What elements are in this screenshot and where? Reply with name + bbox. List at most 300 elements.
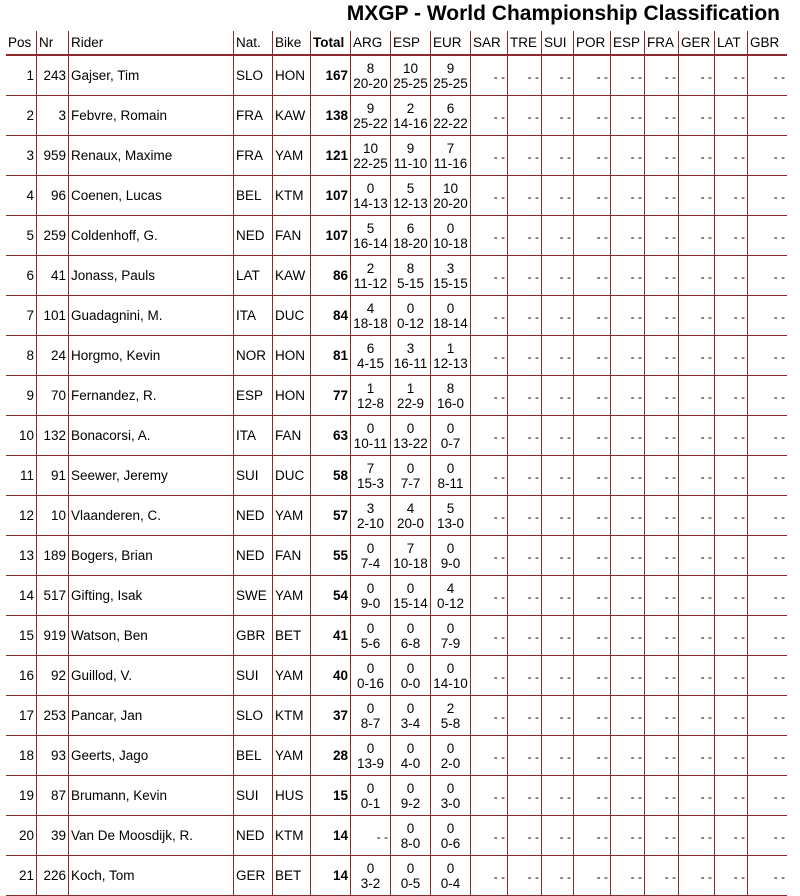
total-points: 14 (310, 816, 350, 856)
gp-result-empty (541, 96, 573, 136)
table-row (6, 536, 787, 576)
gp-points: 7 (406, 540, 415, 556)
gp-result-empty (610, 56, 644, 96)
gp-result-empty (470, 176, 507, 216)
gp-points: 0 (446, 860, 455, 876)
race-points: 13-22 (393, 435, 428, 451)
nationality-cell: NED (233, 216, 272, 256)
empty-mark: - - (559, 549, 571, 564)
race-points: 10-11 (353, 435, 388, 451)
gp-result-empty (714, 776, 747, 816)
race-points: 0-5 (400, 875, 421, 891)
empty-mark: - - (596, 389, 608, 404)
race-points: 20-20 (353, 75, 388, 91)
empty-mark: - - (733, 189, 745, 204)
gp-points: 0 (366, 420, 375, 436)
number-cell: 259 (36, 216, 68, 256)
race-points: 10-18 (393, 555, 428, 571)
race-points: 22-22 (433, 115, 468, 131)
rider-name: Febvre, Romain (68, 96, 233, 136)
gp-result-empty (714, 136, 747, 176)
gp-result-empty (541, 696, 573, 736)
number-cell: 41 (36, 256, 68, 296)
gp-points: 0 (446, 820, 455, 836)
total-points: 63 (310, 416, 350, 456)
gp-result-empty (747, 96, 787, 136)
gp-result-empty (678, 96, 714, 136)
race-points: 12-8 (356, 395, 385, 411)
gp-result-empty (573, 336, 610, 376)
gp-result-empty (678, 776, 714, 816)
table-row (6, 376, 787, 416)
empty-mark: - - (700, 229, 712, 244)
gp-result-empty (507, 256, 541, 296)
bike-cell: YAM (272, 136, 310, 176)
gp-result-empty (678, 816, 714, 856)
gp-result (390, 96, 430, 136)
gp-result (350, 456, 390, 496)
empty-mark: - - (700, 549, 712, 564)
total-points: 84 (310, 296, 350, 336)
gp-result-empty (714, 816, 747, 856)
race-points: 2-0 (440, 755, 461, 771)
pos-cell: 11 (6, 456, 36, 496)
gp-result-empty (541, 176, 573, 216)
gp-result (390, 816, 430, 856)
empty-mark: - - (559, 109, 571, 124)
header-gp: TRE (507, 31, 541, 56)
gp-result-empty (610, 456, 644, 496)
total-points: 55 (310, 536, 350, 576)
empty-mark: - - (733, 229, 745, 244)
gp-result (430, 416, 470, 456)
empty-mark: - - (733, 669, 745, 684)
gp-result (350, 96, 390, 136)
gp-result-empty (470, 296, 507, 336)
empty-mark: - - (559, 389, 571, 404)
empty-mark: - - (559, 869, 571, 884)
pos-cell: 19 (6, 776, 36, 816)
race-points: 0-6 (440, 835, 461, 851)
gp-result (430, 376, 470, 416)
header-row (6, 31, 787, 56)
table-row (6, 136, 787, 176)
gp-points: 7 (446, 140, 455, 156)
gp-result (390, 696, 430, 736)
gp-result-empty (610, 776, 644, 816)
rider-name: Koch, Tom (68, 856, 233, 896)
gp-result-empty (644, 576, 678, 616)
race-points: 13-0 (436, 515, 465, 531)
gp-result (430, 56, 470, 96)
empty-mark: - - (733, 749, 745, 764)
gp-result-empty (678, 56, 714, 96)
empty-mark: - - (733, 629, 745, 644)
gp-result (350, 856, 390, 896)
total-points: 54 (310, 576, 350, 616)
gp-result-empty (747, 376, 787, 416)
empty-mark: - - (733, 509, 745, 524)
gp-points: 3 (366, 500, 375, 516)
race-points: 7-7 (400, 475, 421, 491)
gp-result (430, 256, 470, 296)
empty-mark: - - (596, 829, 608, 844)
nationality-cell: BEL (233, 176, 272, 216)
pos-cell: 9 (6, 376, 36, 416)
gp-result-empty (573, 576, 610, 616)
empty-mark: - - (527, 469, 539, 484)
gp-result-empty (541, 856, 573, 896)
empty-mark: - - (664, 189, 676, 204)
gp-result (390, 376, 430, 416)
gp-result-empty (573, 296, 610, 336)
page-title: MXGP - World Championship Classification (346, 2, 780, 25)
empty-mark: - - (527, 869, 539, 884)
gp-result-empty (470, 536, 507, 576)
gp-result-empty (678, 256, 714, 296)
empty-mark: - - (596, 149, 608, 164)
nationality-cell: GBR (233, 616, 272, 656)
race-points: 10-18 (433, 235, 468, 251)
gp-result-empty (678, 136, 714, 176)
bike-cell: BET (272, 856, 310, 896)
empty-mark: - - (493, 349, 505, 364)
gp-result-empty (573, 696, 610, 736)
header-gp: POR (573, 31, 610, 56)
empty-mark: - - (630, 349, 642, 364)
race-points: 4-0 (400, 755, 421, 771)
race-points: 18-14 (433, 315, 468, 331)
bike-cell: DUC (272, 296, 310, 336)
gp-result (430, 656, 470, 696)
table-row (6, 296, 787, 336)
gp-result-empty (507, 496, 541, 536)
empty-mark: - - (596, 509, 608, 524)
bike-cell: YAM (272, 736, 310, 776)
race-points: 9-0 (440, 555, 461, 571)
gp-result (390, 576, 430, 616)
gp-result-empty (747, 216, 787, 256)
empty-mark: - - (733, 269, 745, 284)
gp-result-empty (610, 536, 644, 576)
race-points: 8-7 (360, 715, 381, 731)
empty-mark: - - (596, 109, 608, 124)
empty-mark: - - (493, 309, 505, 324)
gp-result-empty (644, 256, 678, 296)
gp-result-empty (507, 616, 541, 656)
empty-mark: - - (596, 629, 608, 644)
empty-mark: - - (700, 469, 712, 484)
total-points: 28 (310, 736, 350, 776)
classification-table (6, 31, 787, 896)
empty-mark: - - (773, 389, 785, 404)
gp-points: 0 (446, 220, 455, 236)
race-points: 3-4 (400, 715, 421, 731)
total-points: 58 (310, 456, 350, 496)
gp-result (390, 616, 430, 656)
gp-result (430, 336, 470, 376)
gp-result-empty (470, 816, 507, 856)
gp-result (350, 296, 390, 336)
total-points: 41 (310, 616, 350, 656)
gp-result-empty (644, 176, 678, 216)
gp-points: 6 (406, 220, 415, 236)
gp-result-empty (350, 816, 390, 856)
gp-points: 8 (446, 380, 455, 396)
bike-cell: HUS (272, 776, 310, 816)
number-cell: 24 (36, 336, 68, 376)
gp-result (430, 216, 470, 256)
gp-result-empty (747, 296, 787, 336)
rider-name: Horgmo, Kevin (68, 336, 233, 376)
gp-points: 0 (366, 540, 375, 556)
empty-mark: - - (527, 429, 539, 444)
empty-mark: - - (493, 269, 505, 284)
empty-mark: - - (700, 629, 712, 644)
gp-points: 2 (406, 100, 415, 116)
gp-points: 8 (406, 260, 415, 276)
gp-result-empty (678, 216, 714, 256)
gp-result-empty (714, 336, 747, 376)
number-cell: 132 (36, 416, 68, 456)
gp-points: 9 (446, 60, 455, 76)
race-points: 20-20 (433, 195, 468, 211)
gp-result (390, 456, 430, 496)
empty-mark: - - (559, 309, 571, 324)
gp-result-empty (541, 456, 573, 496)
rider-name: Brumann, Kevin (68, 776, 233, 816)
empty-mark: - - (664, 69, 676, 84)
empty-mark: - - (630, 509, 642, 524)
table-row (6, 96, 787, 136)
gp-result (390, 776, 430, 816)
bike-cell: HON (272, 336, 310, 376)
empty-mark: - - (630, 149, 642, 164)
table-row (6, 176, 787, 216)
gp-result-empty (507, 656, 541, 696)
header-gp: SAR (470, 31, 507, 56)
empty-mark: - - (700, 109, 712, 124)
gp-result (430, 456, 470, 496)
rider-name: Van De Moosdijk, R. (68, 816, 233, 856)
empty-mark: - - (630, 429, 642, 444)
race-points: 0-12 (436, 595, 465, 611)
gp-points: 0 (406, 300, 415, 316)
gp-result-empty (470, 616, 507, 656)
empty-mark: - - (376, 829, 388, 844)
race-points: 11-10 (393, 155, 428, 171)
bike-cell: YAM (272, 576, 310, 616)
empty-mark: - - (733, 389, 745, 404)
gp-result-empty (610, 256, 644, 296)
race-points: 15-15 (433, 275, 468, 291)
empty-mark: - - (700, 869, 712, 884)
table-row (6, 856, 787, 896)
gp-result-empty (573, 616, 610, 656)
table-row (6, 216, 787, 256)
number-cell: 10 (36, 496, 68, 536)
gp-result-empty (714, 856, 747, 896)
empty-mark: - - (596, 229, 608, 244)
gp-points: 0 (446, 540, 455, 556)
gp-result (430, 616, 470, 656)
pos-cell: 2 (6, 96, 36, 136)
number-cell: 517 (36, 576, 68, 616)
number-cell: 87 (36, 776, 68, 816)
classification-body (6, 56, 787, 896)
gp-result (430, 736, 470, 776)
gp-result-empty (541, 376, 573, 416)
race-points: 14-10 (433, 675, 468, 691)
empty-mark: - - (559, 629, 571, 644)
race-points: 7-4 (360, 555, 381, 571)
gp-result-empty (644, 336, 678, 376)
gp-result-empty (678, 856, 714, 896)
empty-mark: - - (664, 349, 676, 364)
gp-result-empty (541, 136, 573, 176)
race-points: 9-2 (400, 795, 421, 811)
race-points: 4-15 (356, 355, 385, 371)
gp-result-empty (470, 856, 507, 896)
gp-result-empty (714, 376, 747, 416)
gp-result-empty (541, 616, 573, 656)
gp-result-empty (573, 816, 610, 856)
empty-mark: - - (630, 469, 642, 484)
gp-result (390, 656, 430, 696)
number-cell: 93 (36, 736, 68, 776)
total-points: 77 (310, 376, 350, 416)
race-points: 15-3 (356, 475, 385, 491)
race-points: 0-12 (396, 315, 425, 331)
header-gp: ARG (350, 31, 390, 56)
empty-mark: - - (559, 669, 571, 684)
empty-mark: - - (773, 69, 785, 84)
gp-result-empty (747, 696, 787, 736)
gp-result (390, 536, 430, 576)
empty-mark: - - (700, 509, 712, 524)
gp-result-empty (714, 656, 747, 696)
empty-mark: - - (664, 669, 676, 684)
pos-cell: 17 (6, 696, 36, 736)
gp-result-empty (714, 456, 747, 496)
gp-points: 0 (446, 460, 455, 476)
empty-mark: - - (493, 789, 505, 804)
empty-mark: - - (493, 509, 505, 524)
empty-mark: - - (773, 269, 785, 284)
gp-result (390, 856, 430, 896)
empty-mark: - - (559, 189, 571, 204)
empty-mark: - - (527, 549, 539, 564)
rider-name: Watson, Ben (68, 616, 233, 656)
gp-result-empty (747, 336, 787, 376)
gp-result-empty (644, 376, 678, 416)
gp-points: 10 (402, 60, 419, 76)
nationality-cell: ITA (233, 296, 272, 336)
nationality-cell: BEL (233, 736, 272, 776)
gp-points: 3 (446, 260, 455, 276)
gp-result-empty (610, 816, 644, 856)
header-gp: FRA (644, 31, 678, 56)
number-cell: 959 (36, 136, 68, 176)
gp-result (390, 176, 430, 216)
empty-mark: - - (493, 549, 505, 564)
nationality-cell: NED (233, 536, 272, 576)
empty-mark: - - (773, 789, 785, 804)
gp-result-empty (507, 376, 541, 416)
gp-result-empty (678, 376, 714, 416)
race-points: 0-0 (400, 675, 421, 691)
pos-cell: 12 (6, 496, 36, 536)
gp-result (430, 136, 470, 176)
gp-result (350, 416, 390, 456)
race-points: 0-16 (356, 675, 385, 691)
gp-result-empty (714, 576, 747, 616)
gp-result-empty (470, 496, 507, 536)
gp-result-empty (644, 496, 678, 536)
gp-result (430, 776, 470, 816)
bike-cell: BET (272, 616, 310, 656)
nationality-cell: SLO (233, 56, 272, 96)
gp-result-empty (747, 536, 787, 576)
empty-mark: - - (527, 189, 539, 204)
nationality-cell: SUI (233, 656, 272, 696)
gp-result-empty (678, 336, 714, 376)
total-points: 37 (310, 696, 350, 736)
empty-mark: - - (630, 69, 642, 84)
empty-mark: - - (700, 309, 712, 324)
gp-result-empty (678, 176, 714, 216)
gp-points: 2 (446, 700, 455, 716)
gp-result-empty (573, 776, 610, 816)
gp-result-empty (644, 616, 678, 656)
gp-result-empty (644, 416, 678, 456)
race-points: 0-4 (440, 875, 461, 891)
gp-result-empty (678, 416, 714, 456)
gp-result-empty (644, 776, 678, 816)
empty-mark: - - (493, 149, 505, 164)
gp-result-empty (714, 736, 747, 776)
gp-result-empty (610, 96, 644, 136)
gp-result-empty (573, 496, 610, 536)
empty-mark: - - (700, 589, 712, 604)
empty-mark: - - (630, 189, 642, 204)
gp-result-empty (507, 816, 541, 856)
gp-points: 0 (406, 620, 415, 636)
race-points: 6-8 (400, 635, 421, 651)
header-nr: Nr (36, 31, 68, 56)
gp-result-empty (470, 416, 507, 456)
gp-points: 0 (446, 660, 455, 676)
table-row (6, 736, 787, 776)
race-points: 3-0 (440, 795, 461, 811)
gp-result (350, 696, 390, 736)
gp-result (390, 136, 430, 176)
gp-result-empty (541, 736, 573, 776)
empty-mark: - - (596, 69, 608, 84)
gp-result-empty (678, 576, 714, 616)
gp-result-empty (610, 416, 644, 456)
empty-mark: - - (664, 629, 676, 644)
gp-result-empty (507, 736, 541, 776)
empty-mark: - - (630, 589, 642, 604)
nationality-cell: SUI (233, 776, 272, 816)
empty-mark: - - (527, 149, 539, 164)
empty-mark: - - (596, 269, 608, 284)
gp-result-empty (507, 216, 541, 256)
bike-cell: YAM (272, 656, 310, 696)
bike-cell: KAW (272, 96, 310, 136)
table-row (6, 256, 787, 296)
